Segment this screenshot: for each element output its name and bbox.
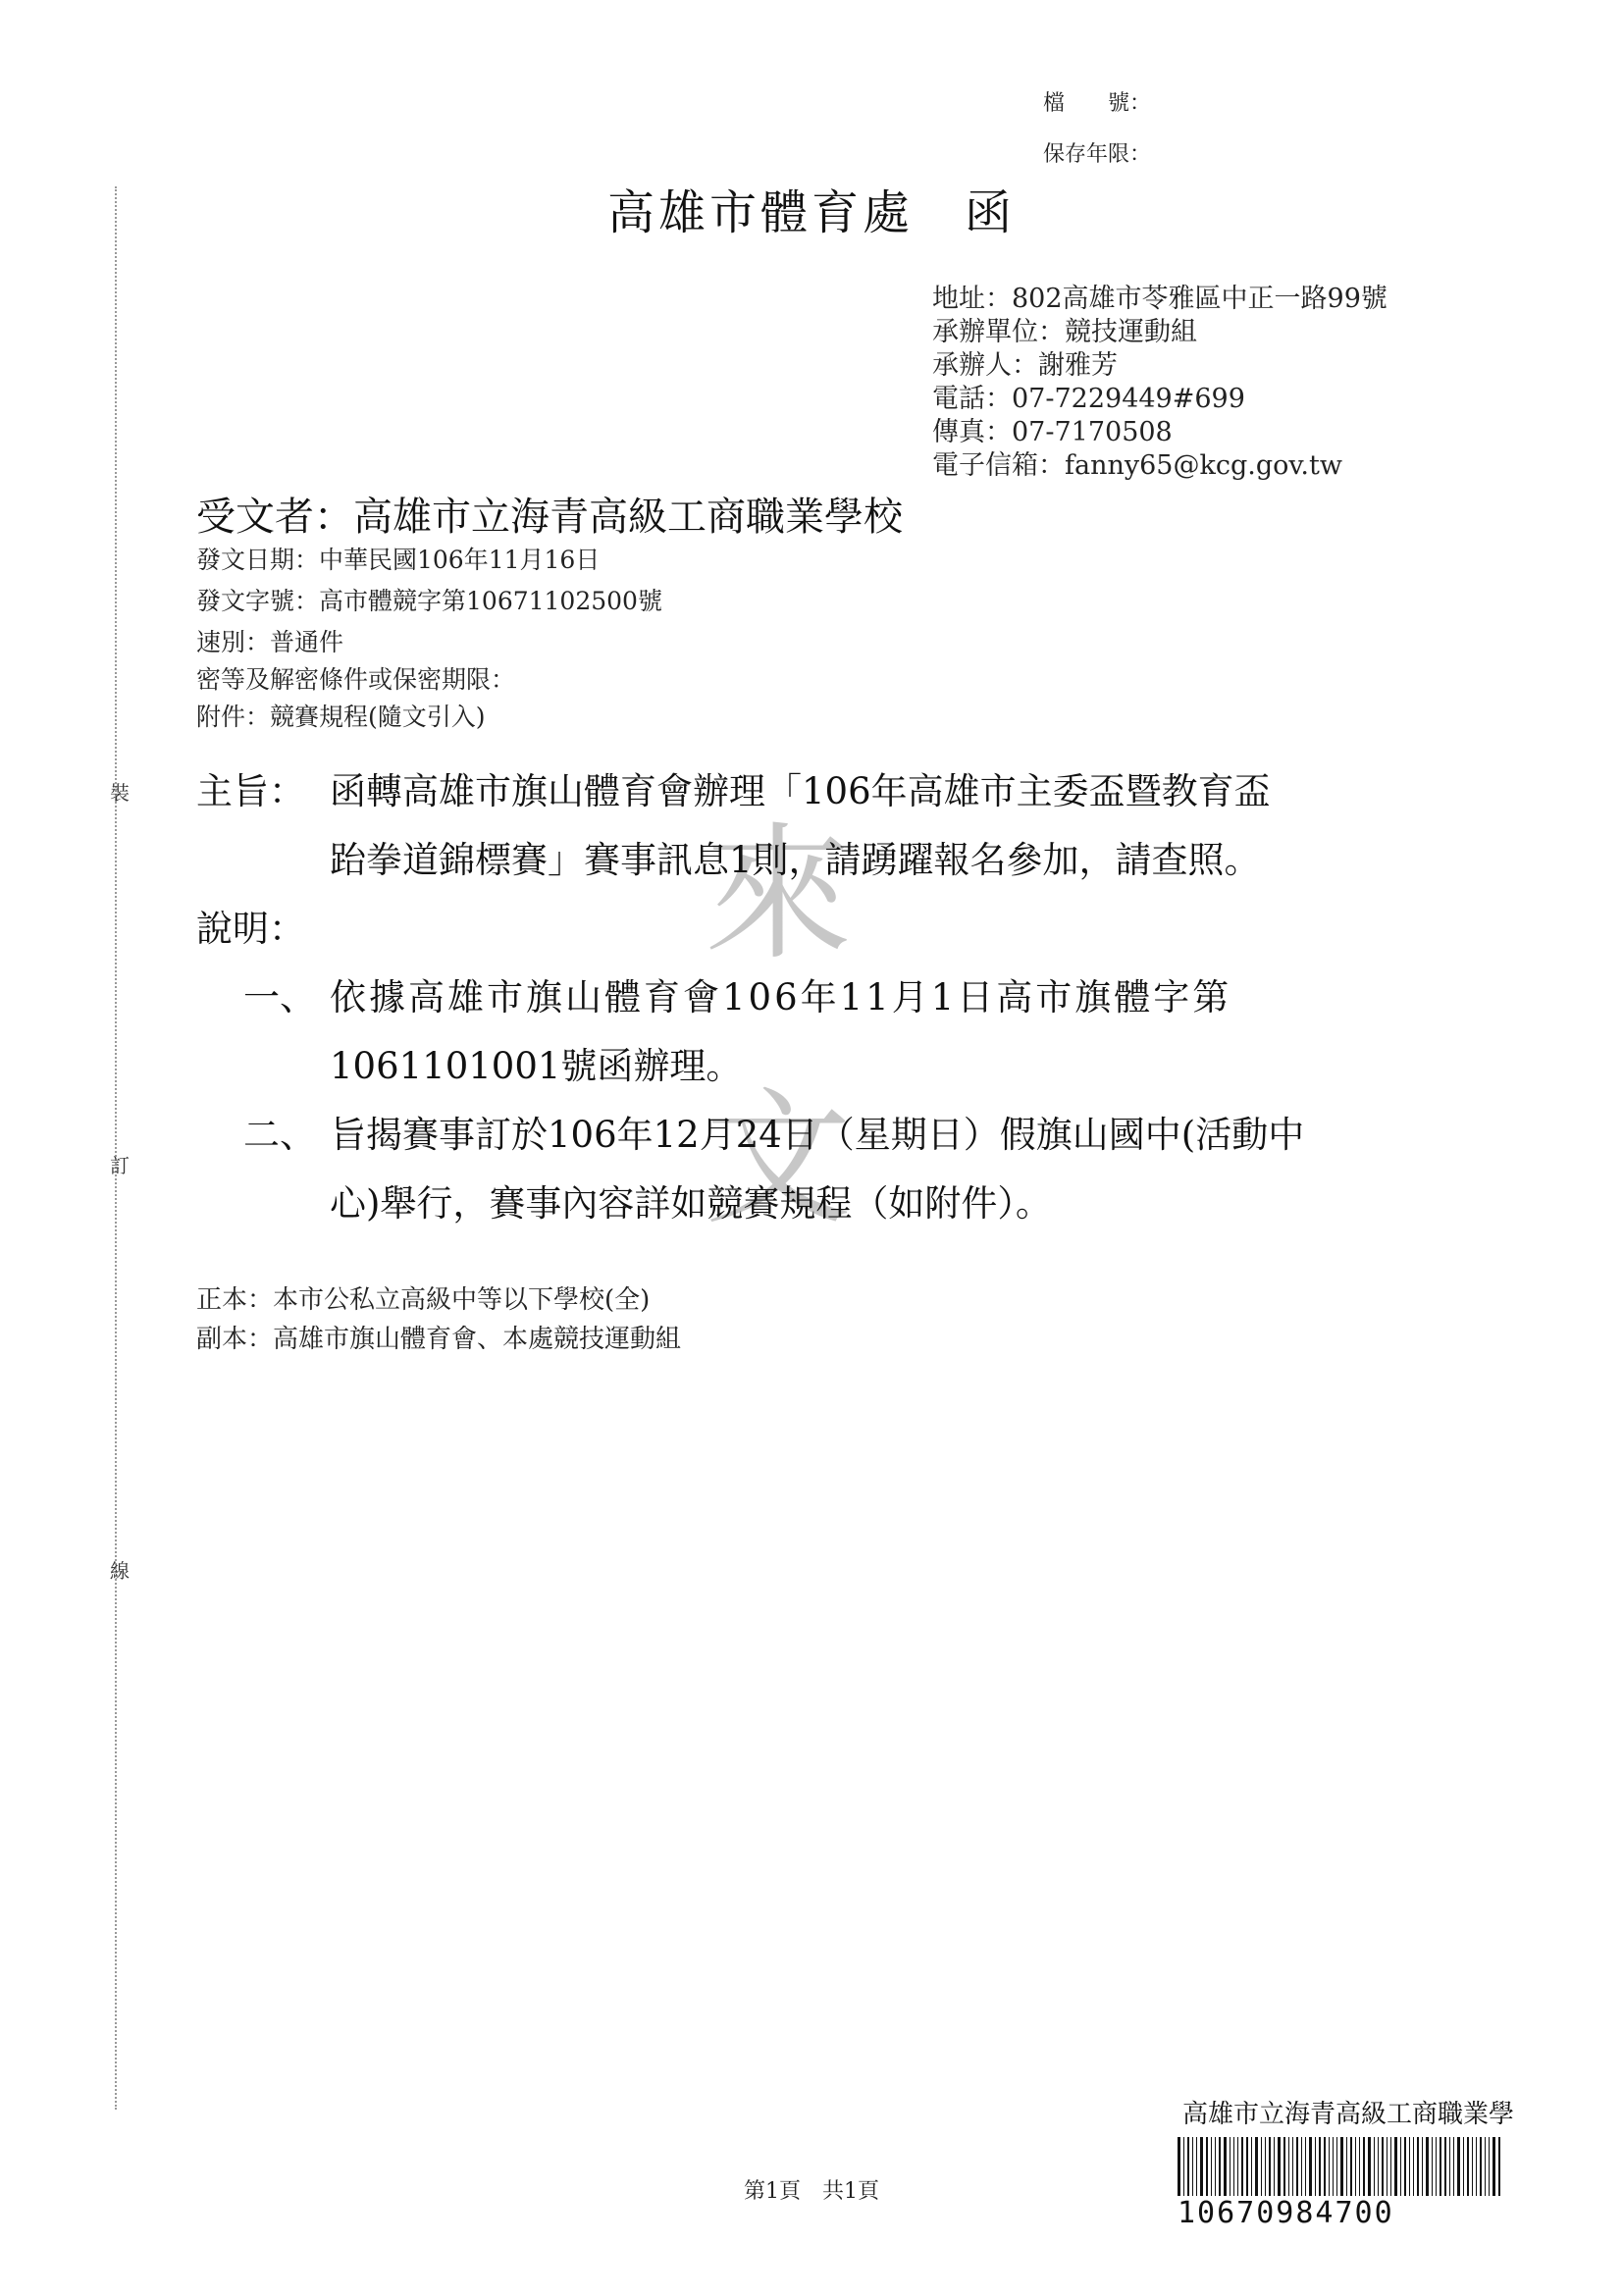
barcode-bar xyxy=(1237,2137,1238,2196)
attachment: 附件：競賽規程(隨文引入) xyxy=(196,703,486,731)
barcode-bar xyxy=(1498,2137,1500,2196)
barcode-bar xyxy=(1449,2137,1450,2196)
subject-line-2: 跆拳道錦標賽」賽事訊息1則，請踴躍報名參加，請查照。 xyxy=(330,839,1261,881)
barcode-bar xyxy=(1187,2137,1189,2196)
barcode-bar xyxy=(1200,2137,1203,2196)
barcode-bar xyxy=(1363,2137,1365,2196)
barcode-bar xyxy=(1211,2137,1212,2196)
barcode-bar xyxy=(1400,2137,1401,2196)
secrecy-level: 密等及解密條件或保密期限： xyxy=(196,665,516,694)
barcode-bar xyxy=(1492,2137,1495,2196)
barcode-bar xyxy=(1472,2137,1473,2196)
barcode-bar xyxy=(1346,2137,1347,2196)
barcode-bar xyxy=(1340,2137,1343,2196)
barcode-bar xyxy=(1269,2137,1271,2196)
received-stamp-char-1: 來 xyxy=(704,809,852,980)
binding-char-zhuang: 裝 xyxy=(110,781,130,805)
barcode-bar xyxy=(1350,2137,1352,2196)
barcode-bar xyxy=(1489,2137,1490,2196)
contact-phone: 電話：07-7229449#699 xyxy=(932,384,1245,414)
barcode-bar xyxy=(1404,2137,1406,2196)
subject-line-1: 函轉高雄市旗山體育會辦理「106年高雄市主委盃暨教育盃 xyxy=(330,770,1271,812)
barcode-bar xyxy=(1444,2137,1446,2196)
barcode-bar xyxy=(1255,2137,1258,2196)
explanation-item-1-line-1: 依據高雄市旗山體育會106年11月1日高市旗體字第 xyxy=(330,976,1232,1018)
file-number-label: 檔 號： xyxy=(1043,91,1152,116)
barcode-bar xyxy=(1440,2137,1441,2196)
barcode-bar xyxy=(1206,2137,1208,2196)
barcode-bar xyxy=(1463,2137,1464,2196)
binding-char-ding: 訂 xyxy=(110,1154,130,1177)
received-stamp-char-2: 文 xyxy=(704,1074,852,1245)
barcode-bar xyxy=(1333,2137,1334,2196)
barcode-bar xyxy=(1382,2137,1384,2196)
original-recipients: 正本：本市公私立高級中等以下學校(全) xyxy=(196,1285,651,1315)
barcode-icon xyxy=(1178,2137,1609,2196)
barcode-bar xyxy=(1288,2137,1289,2196)
barcode-bar xyxy=(1355,2137,1356,2196)
binding-char-xian: 線 xyxy=(110,1559,130,1583)
barcode-bar xyxy=(1413,2137,1414,2196)
barcode-bar xyxy=(1251,2137,1252,2196)
contact-fax: 傳真：07-7170508 xyxy=(932,417,1173,447)
barcode-bar xyxy=(1426,2137,1429,2196)
barcode-bar xyxy=(1467,2137,1469,2196)
barcode-bar xyxy=(1224,2137,1227,2196)
barcode-bar xyxy=(1296,2137,1298,2196)
barcode-bar xyxy=(1336,2137,1337,2196)
barcode-bar xyxy=(1368,2137,1371,2196)
barcode-bar xyxy=(1480,2137,1482,2196)
barcode-bar xyxy=(1436,2137,1437,2196)
speed-class: 速別：普通件 xyxy=(196,628,344,656)
barcode-bar xyxy=(1378,2137,1379,2196)
barcode-bar xyxy=(1329,2137,1330,2196)
document-title: 高雄市體育處 函 xyxy=(606,185,1016,240)
barcode-bar xyxy=(1374,2137,1375,2196)
document-number: 發文字號：高市體競字第10671102500號 xyxy=(196,587,662,615)
page-number: 第1頁 共1頁 xyxy=(744,2179,879,2204)
barcode-bar xyxy=(1265,2137,1266,2196)
explanation-item-1-line-2: 1061101001號函辦理。 xyxy=(330,1045,743,1087)
barcode-school-name: 高雄市立海青高級工商職業學 xyxy=(1182,2100,1515,2129)
copy-recipients: 副本：高雄市旗山體育會、本處競技運動組 xyxy=(196,1325,682,1354)
barcode-bar xyxy=(1417,2137,1419,2196)
barcode-bar xyxy=(1241,2137,1243,2196)
subject-label: 主旨： xyxy=(196,770,305,812)
explanation-label: 說明： xyxy=(196,908,305,950)
barcode-bar xyxy=(1233,2137,1234,2196)
explanation-item-2-line-2: 心)舉行，賽事內容詳如競賽規程（如附件）。 xyxy=(330,1182,1052,1225)
barcode-bar xyxy=(1409,2137,1410,2196)
contact-address: 地址：802高雄市苓雅區中正一路99號 xyxy=(932,284,1387,314)
barcode-bar xyxy=(1390,2137,1391,2196)
barcode-bar xyxy=(1305,2137,1306,2196)
barcode-bar xyxy=(1283,2137,1285,2196)
barcode-bar xyxy=(1274,2137,1275,2196)
barcode-bar xyxy=(1261,2137,1262,2196)
barcode-bar xyxy=(1292,2137,1293,2196)
barcode-bar xyxy=(1178,2137,1180,2196)
barcode-number: 10670984700 xyxy=(1178,2196,1394,2230)
barcode-bar xyxy=(1453,2137,1454,2196)
binding-margin-line xyxy=(115,186,117,2110)
barcode-bar xyxy=(1301,2137,1302,2196)
explanation-item-1-marker: 一、 xyxy=(243,976,316,1018)
barcode-bar xyxy=(1315,2137,1316,2196)
barcode-bar xyxy=(1422,2137,1423,2196)
barcode-bar xyxy=(1196,2137,1197,2196)
retention-period-label: 保存年限： xyxy=(1043,142,1152,167)
barcode-bar xyxy=(1219,2137,1221,2196)
barcode-bar xyxy=(1476,2137,1477,2196)
barcode-bar xyxy=(1215,2137,1216,2196)
barcode-bar xyxy=(1192,2137,1193,2196)
barcode-bar xyxy=(1278,2137,1281,2196)
contact-unit: 承辦單位：競技運動組 xyxy=(932,317,1197,347)
barcode-bar xyxy=(1309,2137,1312,2196)
barcode-bar xyxy=(1485,2137,1486,2196)
barcode-bar xyxy=(1457,2137,1460,2196)
barcode-bar xyxy=(1183,2137,1184,2196)
explanation-item-2-line-1: 旨揭賽事訂於106年12月24日（星期日）假旗山國中(活動中 xyxy=(330,1114,1305,1156)
barcode-bar xyxy=(1319,2137,1321,2196)
explanation-item-2-marker: 二、 xyxy=(243,1114,316,1156)
barcode-bar xyxy=(1359,2137,1360,2196)
issue-date: 發文日期：中華民國106年11月16日 xyxy=(196,546,601,574)
barcode-bar xyxy=(1324,2137,1326,2196)
barcode-bar xyxy=(1246,2137,1248,2196)
contact-email: 電子信箱：fanny65@kcg.gov.tw xyxy=(932,450,1342,481)
barcode-bar xyxy=(1394,2137,1397,2196)
barcode-bar xyxy=(1432,2137,1433,2196)
contact-officer: 承辦人：謝雅芳 xyxy=(932,350,1118,381)
recipient: 受文者：高雄市立海青高級工商職業學校 xyxy=(196,495,903,540)
